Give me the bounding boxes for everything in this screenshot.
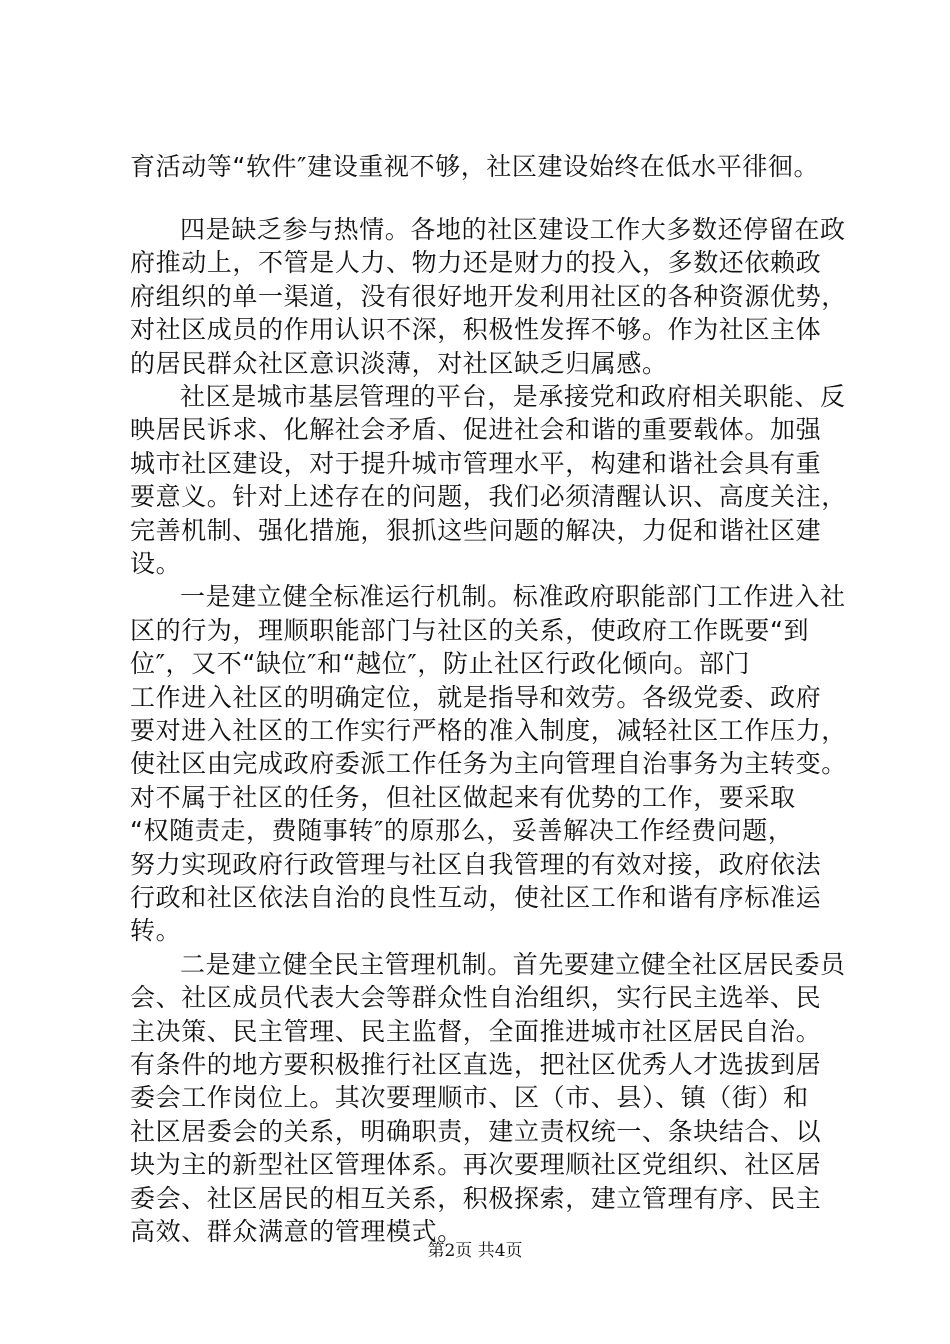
text-line: 努力实现政府行政管理与社区自我管理的有效对接，政府依法 bbox=[130, 849, 822, 879]
text-line: 要意义。针对上述存在的问题，我们必须清醒认识、高度关注， bbox=[130, 482, 847, 512]
text-line: 会、社区成员代表大会等群众性自治组织，实行民主选举、民 bbox=[130, 983, 822, 1013]
text-line: 对不属于社区的任务，但社区做起来有优势的工作，要采取 bbox=[130, 782, 796, 812]
text-line: 使社区由完成政府委派工作任务为主向管理自治事务为主转变。 bbox=[130, 749, 847, 779]
text-line: 块为主的新型社区管理体系。再次要理顺社区党组织、社区居 bbox=[130, 1150, 822, 1180]
text-line: 映居民诉求、化解社会矛盾、促进社会和谐的重要载体。加强 bbox=[130, 415, 822, 445]
text-line: 高效、群众满意的管理模式。 bbox=[130, 1217, 463, 1246]
text-line: 对社区成员的作用认识不深，积极性发挥不够。作为社区主体 bbox=[130, 315, 822, 345]
text-line: 社区是城市基层管理的平台，是承接党和政府相关职能、反 bbox=[180, 382, 846, 411]
text-line: “权随责走，费随事转″的原那么，妥善解决工作经费问题， bbox=[130, 816, 794, 846]
text-line: 工作进入社区的明确定位，就是指导和效劳。各级党委、政府 bbox=[130, 682, 822, 712]
text-line: 委会、社区居民的相互关系，积极探索，建立管理有序、民主 bbox=[130, 1183, 822, 1213]
text-line: 主决策、民主管理、民主监督，全面推进城市社区居民自治。 bbox=[130, 1016, 822, 1046]
text-line: 府推动上，不管是人力、物力还是财力的投入，多数还依赖政 bbox=[130, 248, 822, 278]
text-line: 府组织的单一渠道，没有很好地开发利用社区的各种资源优势， bbox=[130, 281, 847, 311]
text-line: 的居民群众社区意识淡薄，对社区缺乏归属感。 bbox=[130, 348, 668, 378]
text-line: 有条件的地方要积极推行社区直选，把社区优秀人才选拔到居 bbox=[130, 1050, 822, 1079]
text-line: 转。 bbox=[130, 916, 182, 946]
page-indicator: 第2页 共4页 bbox=[427, 1241, 523, 1261]
text-line: 位″，又不“缺位″和“越位″，防止社区行政化倾向。部门 bbox=[130, 649, 751, 679]
text-line: 委会工作岗位上。其次要理顺市、区（市、县）、镇（街）和 bbox=[130, 1083, 809, 1113]
text-line: 四是缺乏参与热情。各地的社区建设工作大多数还停留在政 bbox=[180, 215, 846, 244]
text-line: 社区居委会的关系，明确职责，建立责权统一、条块结合、以 bbox=[130, 1116, 822, 1146]
text-line: 完善机制、强化措施，狠抓这些问题的解决，力促和谐社区建 bbox=[130, 515, 822, 545]
text-line: 行政和社区依法自治的良性互动，使社区工作和谐有序标准运 bbox=[130, 883, 822, 912]
text-line: 育活动等“软件″建设重视不够，社区建设始终在低水平徘徊。 bbox=[130, 152, 820, 181]
text-line: 一是建立健全标准运行机制。标准政府职能部门工作进入社 bbox=[180, 582, 846, 612]
text-line: 区的行为，理顺职能部门与社区的关系，使政府工作既要“到 bbox=[130, 615, 810, 645]
text-line: 设。 bbox=[130, 549, 182, 578]
text-line: 要对进入社区的工作实行严格的准入制度，减轻社区工作压力， bbox=[130, 716, 847, 745]
text-line: 城市社区建设，对于提升城市管理水平，构建和谐社会具有重 bbox=[130, 448, 822, 478]
text-line: 二是建立健全民主管理机制。首先要建立健全社区居民委员 bbox=[180, 949, 846, 979]
